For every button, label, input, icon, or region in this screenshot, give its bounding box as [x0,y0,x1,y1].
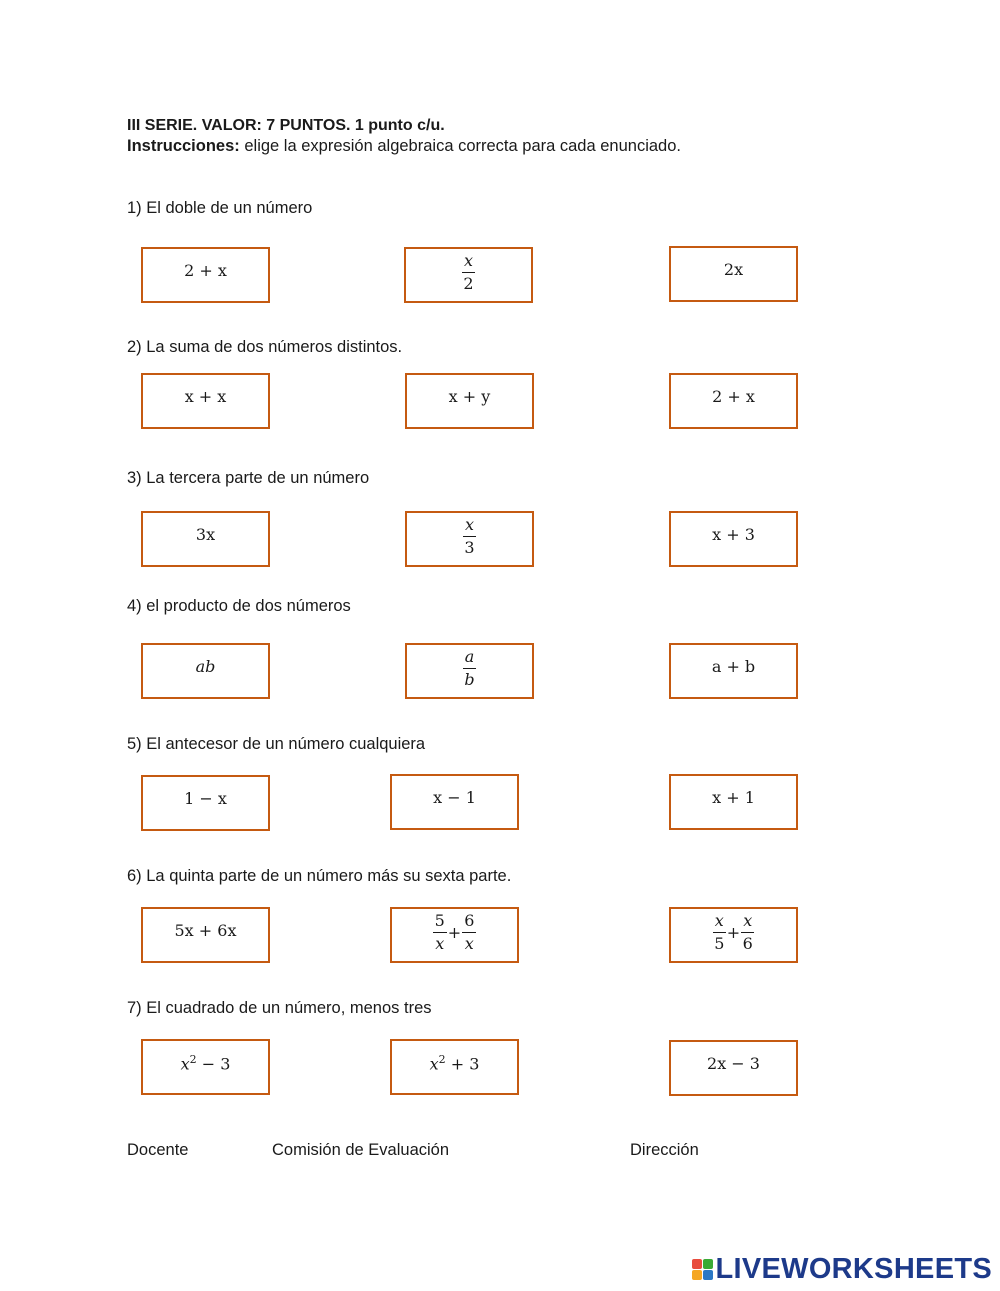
q5-option-b[interactable] [390,774,519,830]
denominator: b [464,669,475,689]
q1-option-b[interactable] [404,247,533,303]
instructions-label: Instrucciones: [127,137,240,155]
expression: x + 3 [712,525,755,544]
exponent: 2 [438,1053,446,1066]
denominator: x [464,933,474,953]
expression: 2 + x [712,387,755,406]
expression: x − 1 [433,788,476,807]
footer-comision: Comisión de Evaluación [272,1141,450,1159]
question-2: 2) La suma de dos números distintos. [127,338,403,356]
plus-sign: + [447,922,462,942]
rest: − 3 [196,1054,231,1074]
q3-option-a[interactable] [141,511,270,567]
denominator: 5 [714,933,725,953]
q5-option-a[interactable] [141,775,270,831]
footer-direccion: Dirección [630,1141,699,1159]
liveworksheets-logo[interactable] [692,1253,993,1286]
question-4: 4) el producto de dos números [127,597,351,615]
expression: 2x [723,260,744,279]
q6-option-c[interactable] [669,907,798,963]
numerator: 6 [462,912,476,933]
rest: + 3 [445,1054,480,1074]
series-title: III SERIE. VALOR: 7 PUNTOS. 1 punto c/u. [127,117,445,134]
base: x [429,1054,439,1074]
question-1: 1) El doble de un número [127,199,313,217]
numerator: x [713,912,726,933]
expression: 1 − x [184,789,227,808]
q3-option-b[interactable] [405,511,534,567]
expression: a + b [711,657,756,676]
numerator: x [462,252,475,273]
q1-option-c[interactable] [669,246,798,302]
expression: 2x − 3 [707,1054,760,1073]
expression: x + 1 [712,788,755,807]
denominator: x [435,933,445,953]
question-7: 7) El cuadrado de un número, menos tres [127,999,432,1017]
q7-option-a[interactable] [141,1039,270,1095]
q6-option-a[interactable] [141,907,270,963]
q5-option-c[interactable] [669,774,798,830]
question-6: 6) La quinta parte de un número más su sexta parte. [127,867,512,885]
q7-option-b[interactable] [390,1039,519,1095]
q4-option-b[interactable] [405,643,534,699]
expression: 3x [195,525,216,544]
denominator: 6 [742,933,753,953]
expression: 2 + x [184,261,227,280]
q7-option-c[interactable] [669,1040,798,1096]
expression: x + y [448,387,491,406]
expression: ab [195,657,216,676]
instructions [127,137,681,156]
base: x [180,1054,190,1074]
logo-text: LIVEWORKSHEETS [715,1253,992,1285]
numerator: x [463,516,476,537]
exponent: 2 [189,1053,197,1066]
numerator: a [463,648,477,669]
q6-option-b[interactable] [390,907,519,963]
question-3: 3) La tercera parte de un número [127,469,370,487]
q2-option-c[interactable] [669,373,798,429]
expression: 5x + 6x [174,921,237,940]
footer-docente: Docente [127,1141,189,1159]
q2-option-b[interactable] [405,373,534,429]
expression: x + x [184,387,227,406]
q2-option-a[interactable] [141,373,270,429]
instructions-text: elige la expresión algebraica correcta para cada enunciado. [239,137,681,155]
q4-option-a[interactable] [141,643,270,699]
numerator: 5 [433,912,447,933]
numerator: x [741,912,754,933]
logo-icon [692,1259,713,1280]
denominator: 3 [464,537,475,557]
plus-sign: + [726,922,741,942]
question-5: 5) El antecesor de un número cualquiera [127,735,426,753]
q4-option-c[interactable] [669,643,798,699]
denominator: 2 [463,273,474,293]
q1-option-a[interactable] [141,247,270,303]
q3-option-c[interactable] [669,511,798,567]
